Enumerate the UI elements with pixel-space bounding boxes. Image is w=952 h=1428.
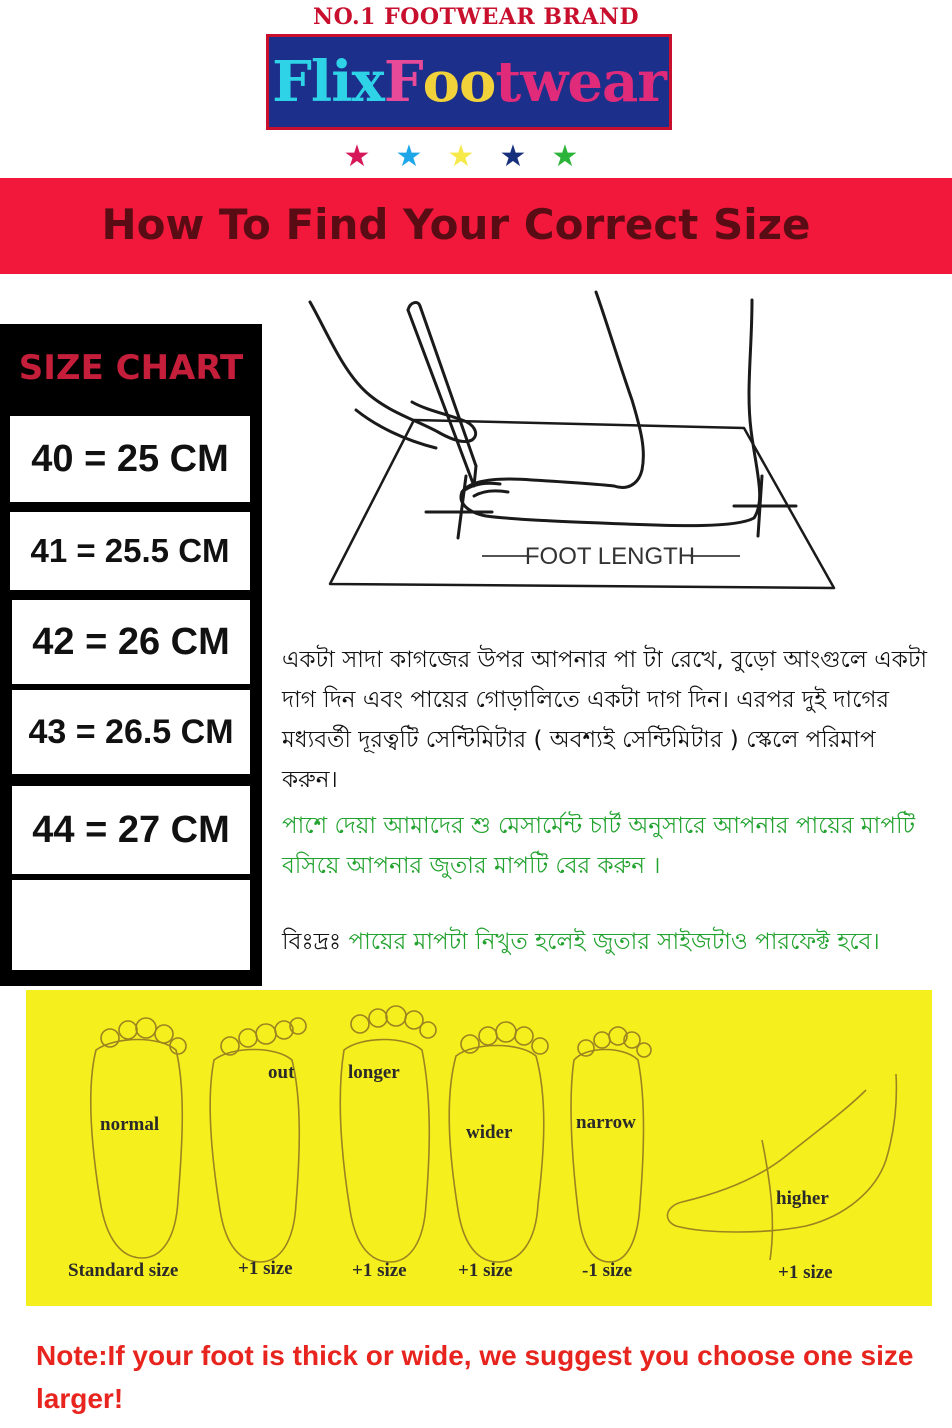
fit-label-normal: normal xyxy=(100,1114,160,1135)
note-text: পায়ের মাপটা নিখুত হলেই জুতার সাইজটাও পারফেক্ট হবে। xyxy=(348,929,880,955)
rating-stars xyxy=(340,140,600,174)
foot-outlines xyxy=(26,990,932,1306)
size-row: 43 = 26.5 CM xyxy=(12,690,250,774)
brand-logo xyxy=(266,34,672,130)
fit-size-longer: +1 size xyxy=(352,1260,407,1281)
logo-part-f: F xyxy=(383,49,423,115)
fit-size-wider: +1 size xyxy=(458,1260,513,1281)
size-row: 40 = 25 CM xyxy=(10,416,250,502)
page-title: How To Find Your Correct Size xyxy=(101,200,811,249)
logo-part-flix: Flix xyxy=(272,49,384,115)
star-icon: ★ xyxy=(343,139,371,174)
fit-label-longer: longer xyxy=(348,1062,400,1083)
fit-label-out: out xyxy=(268,1062,295,1083)
note-label: বিঃদ্রঃ xyxy=(282,929,342,955)
size-chart-header: SIZE CHART xyxy=(18,348,244,388)
instruction-green-text: পাশে দেয়া আমাদের শু মেসার্মেন্ট চার্ট অনুসারে আপনার পায়ের মাপটি বসিয়ে আপনার জুতার মাপটি বের করুন । xyxy=(282,813,916,879)
fit-size-narrow: -1 size xyxy=(582,1260,633,1281)
instruction-note xyxy=(282,922,932,962)
fit-size-normal: Standard size xyxy=(68,1260,179,1281)
size-note: Note:If your foot is thick or wide, we suggest you choose one size larger! xyxy=(36,1340,914,1414)
size-row: 42 = 26 CM xyxy=(12,600,250,684)
fit-label-higher: higher xyxy=(776,1188,829,1209)
logo-part-twear: twear xyxy=(495,49,666,115)
fit-size-higher: +1 size xyxy=(778,1262,833,1283)
star-icon: ★ xyxy=(551,139,579,174)
fit-size-out: +1 size xyxy=(238,1258,293,1279)
instruction-text: একটা সাদা কাগজের উপর আপনার পা টা রেখে, বুড়ো আংগুলে একটা দাগ দিন এবং পায়ের গোড়ালিতে একটা দাগ দিন। এরপর দুই দাগের মধ্যবর্তী দূরত্বটি সেন্টিমিটার ( অবশ্যই সেন্টিমিটার ) স্কেলে পরিমাপ করুন। xyxy=(282,647,928,793)
star-icon: ★ xyxy=(447,139,475,174)
foot-length-caption: FOOT LENGTH xyxy=(524,543,696,570)
size-row-empty xyxy=(12,880,250,970)
fit-label-wider: wider xyxy=(466,1122,513,1143)
size-row: 44 = 27 CM xyxy=(12,786,250,874)
foot-measure-illustration xyxy=(296,280,856,600)
star-icon: ★ xyxy=(499,139,527,174)
star-icon: ★ xyxy=(395,139,423,174)
brand-tagline: NO.1 FOOTWEAR BRAND xyxy=(312,4,640,30)
size-row: 41 = 25.5 CM xyxy=(10,512,250,590)
logo-part-oo: oo xyxy=(422,49,496,115)
fit-label-narrow: narrow xyxy=(576,1112,636,1133)
